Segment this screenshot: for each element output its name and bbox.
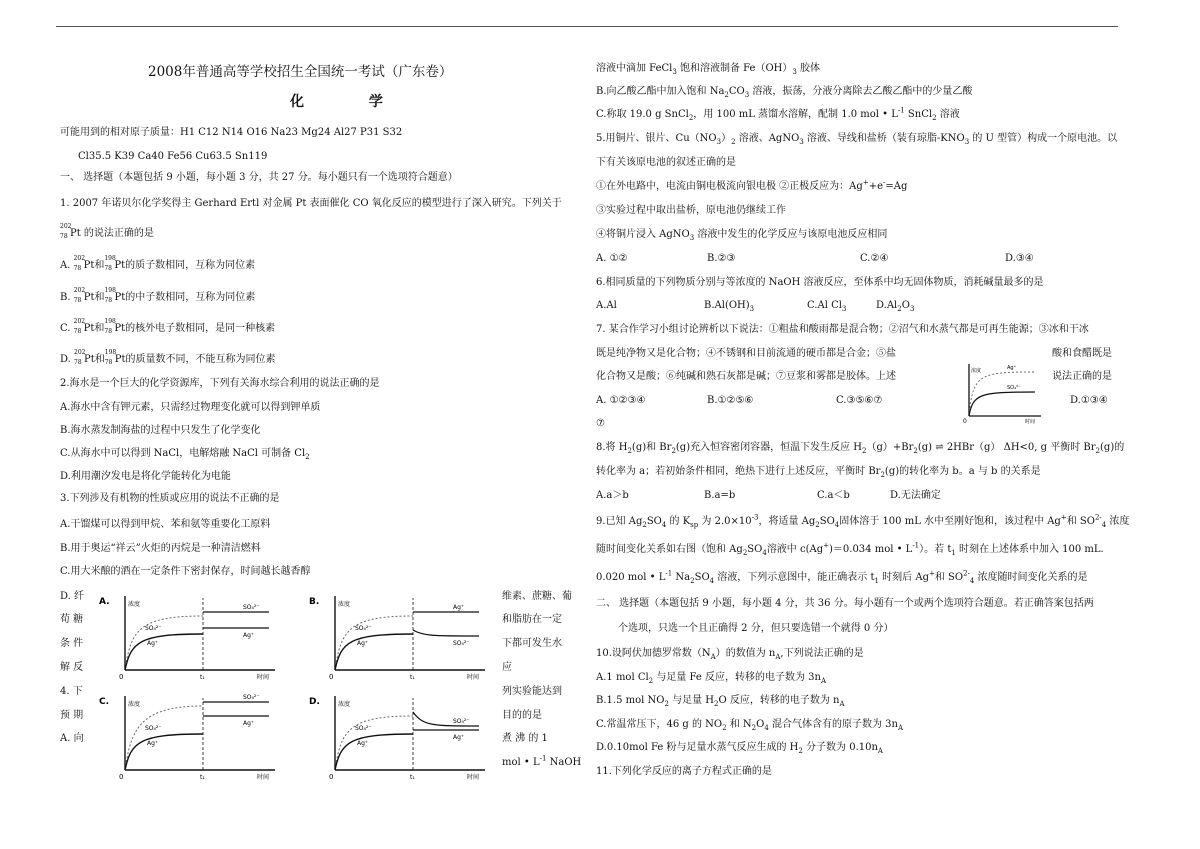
q8-option-d: D.无法确定 (890, 490, 941, 501)
diagram-a (95, 590, 285, 682)
atomic-masses-line1: 可能用到的相对原子质量：H1 C12 N14 O16 Na23 Mg24 Al27 P31 S32 (60, 127, 403, 138)
q4-left-3: A. 向 (60, 733, 84, 744)
q3-d-right-3: 下都可发生水 (502, 638, 562, 649)
section2-heading-2: 个选项，只选一个且正确得 2 分，但只要选错一个就得 0 分） (618, 623, 894, 634)
atomic-masses-line2: Cl35.5 K39 Ca40 Fe56 Cu63.5 Sn119 (78, 151, 268, 162)
section1-heading: 一、 选择题（本题包括 9 小题，每小题 3 分，共 27 分。每小题只有一个选项符合题意） (60, 172, 458, 183)
q4-a-continued: 溶液中滴加 FeCl$_3$ 饱和溶液制备 $Fe(OH)_3$ 胶体 (596, 63, 821, 76)
ag-before-label: Ag⁺ (357, 640, 369, 647)
q1-option-c: C. 202 78 Pt和 198 78 Pt的核外电子数相同，是同一种核素 (60, 318, 276, 335)
q3-option-a: A.干馏煤可以得到甲烷、苯和氨等重要化工原料 (60, 519, 271, 530)
q7-line2-right: 酸和食醋既是 (1052, 348, 1112, 359)
q4-option-b: B.向乙酸乙酯中加入饱和 $Na_2CO_3$ 溶液，振荡，分液分离除去乙酸乙酯中的少量乙酸 (596, 86, 973, 99)
q7-line1: 7. 某合作学习小组讨论辨析以下说法：①粗盐和酸雨都是混合物；②沼气和水蒸气都是可再生能源；③冰和干冰 (596, 324, 1089, 335)
ag-curve-before (125, 706, 203, 770)
q3-d-right-4: 应 (502, 662, 512, 673)
y-axis-label: 浓度 (338, 601, 351, 608)
q4-right-3: 煮 沸 的 1 (502, 733, 548, 744)
q6-option-b: $B.Al(OH)_3$ (704, 300, 755, 313)
q10-stem: 10.设阿伏加德罗常数$(N_A)$的数值为 $n_A$,下列说法正确的是 (596, 648, 864, 661)
q2-option-b: B.海水蒸发制海盐的过程中只发生了化学变化 (60, 425, 261, 436)
q6-option-a: A.Al (596, 300, 617, 311)
q7-line3: 化合物又是酸；⑥纯碱和熟石灰都是碱；⑦豆浆和雾都是胶体。上述 (596, 371, 896, 382)
q3-d-left-2: 荀 糖 (60, 614, 84, 625)
q8-option-a: A.a＞b (596, 490, 629, 501)
q1-option-b: B. 202 78 Pt和 198 78 Pt的中子数相同，互称为同位素 (60, 287, 256, 304)
q6-option-c: C.Al $Cl_3$ (807, 300, 847, 313)
origin-label: 0 (329, 773, 334, 781)
q7-option-a-tail: ⑦ (596, 418, 605, 429)
q2-option-c: C.从海水中可以得到 NaCl，电解熔融 NaCl 可制备 $Cl_2$ (60, 448, 310, 461)
q11-stem: 11.下列化学反应的离子方程式正确的是 (596, 766, 772, 777)
q3-d-left-4: 解 反 (60, 662, 84, 673)
so4-label: SO₄²⁻ (1007, 385, 1021, 391)
q9-line2: 随时间变化关系如右图（饱和 $Ag_2SO_4$溶液中 c(Ag+)＝0.034 mol • $L^{-1}$）。若 $t_1$ 时刻在上述体系中加入 100 mL. (596, 541, 1104, 557)
x-axis-label: 时间 (1025, 419, 1036, 424)
q9-line1: 9.已知 $Ag_2SO_4$ 的 $K_{sp}$ 为 $2.0\times 10^{-3}$，将适量 $Ag_2SO_4$固体溶于 100 mL 水中至刚好饱和，该过程中 Ag+和 $SO^{2-}_4$ 浓度 (596, 513, 1130, 529)
q3-option-b: B.用于奥运“祥云”火炬的丙烷是一种清洁燃料 (60, 543, 261, 554)
q5-option-d: D.③④ (1005, 253, 1034, 264)
ag-curve-before (335, 616, 413, 670)
top-rule (56, 26, 1118, 27)
ag-before-label: Ag⁺ (357, 740, 369, 747)
q4-left-2: 预 期 (60, 710, 84, 721)
upper-curve-label: SO₄²⁻ (243, 694, 260, 701)
so4-curve-before (125, 634, 203, 670)
q1-option-a: A. 202 78 Pt和 198 78 Pt的质子数相同，互称为同位素 (60, 255, 256, 272)
q5-statement-4: ④将铜片浸入 AgNO$_3$ 溶液中发生的化学反应与该原电池反应相同 (596, 229, 888, 242)
q5-statement-1: ①在外电路中，电流由铜电极流向银电极 ②正极反应为：Ag++e-=Ag (596, 178, 908, 192)
origin-label: 0 (963, 418, 967, 424)
y-axis-label: 浓度 (128, 701, 141, 708)
q7-option-c: C.③⑤⑥⑦ (836, 395, 883, 406)
q4-right-4: mol • $L^{-1}$ NaOH (502, 754, 582, 768)
diagram-b (305, 590, 495, 682)
q5-stem: 5.用铜片、银片、$Cu(NO_3)_2$ 溶液、AgNO$_3$ 溶液、导线和盐桥（装有琼脂$-KNO_3$ 的 U 型管）构成一个原电池。以 (596, 133, 1118, 146)
so4-curve-before (335, 734, 413, 770)
section2-heading-1: 二、 选择题（本题包括 9 小题，每小题 4 分，共 36 分。每小题有一个或两个选项符合题意。若正确答案包括两 (596, 598, 1094, 609)
q7-option-d: D.①③④ (1070, 395, 1108, 406)
q6-option-d: $D.Al_2O_3$ (876, 300, 915, 313)
q10-option-d: D.0.10mol Fe 粉与足量水蒸气反应生成的 $H_2$ 分子数为 $0.10n_A$ (596, 742, 883, 755)
q4-right-2: 目的的是 (502, 710, 542, 721)
upper-curve-label: Ag⁺ (453, 604, 465, 611)
q7-option-a: A. ①②③④ (596, 395, 646, 406)
subject-title: 化 学 (290, 94, 413, 110)
y-axis-label: 浓度 (971, 368, 982, 374)
so4-before-label: SO₄²⁻ (145, 625, 162, 632)
q5-option-b: B.②③ (707, 253, 736, 264)
y-axis-label: 浓度 (338, 701, 351, 708)
q4-left-1: 4. 下 (60, 686, 83, 697)
q5-statement-3: ③实验过程中取出盐桥，原电池仍继续工作 (596, 205, 786, 216)
q3-option-c: C.用大米酿的酒在一定条件下密封保存，时间越长越香醇 (60, 566, 311, 577)
diagram-d (305, 690, 495, 782)
q3-d-left-3: 条 件 (60, 638, 84, 649)
upper-curve-label: SO₄²⁻ (243, 604, 260, 611)
so4-curve-before (335, 634, 413, 670)
x-axis-label: 时间 (257, 774, 270, 781)
q7-line2: 既是纯净物又是化合物；④不锈钢和目前流通的硬币都是合金；⑤盐 (596, 348, 896, 359)
ag-curve-before (335, 716, 413, 770)
diagram-label: D. (309, 697, 320, 707)
diagram-label: C. (99, 697, 110, 707)
q8-option-c: C.a＜b (817, 490, 850, 501)
q1-option-d: D. 202 78 Pt和 198 78 Pt的质量数不同，不能互称为同位素 (60, 349, 276, 366)
q2-option-a: A.海水中含有钾元素，只需经过物理变化就可以得到钾单质 (60, 402, 321, 413)
lower-curve-label: Ag⁺ (243, 720, 255, 727)
ag-label: Ag⁺ (1007, 365, 1017, 371)
q4-right-1: 列实验能达到 (502, 686, 562, 697)
q6-stem: 6.相同质量的下列物质分别与等浓度的 NaOH 溶液反应，至体系中均无固体物质，消耗碱量最多的是 (596, 277, 1044, 288)
lower-curve-after (413, 630, 479, 636)
origin-label: 0 (119, 773, 124, 781)
q10-option-c: C.常温常压下，46 g 的 $NO_2$ 和 $N_2O_4$ 混合气体含有的原子数为 $3n_A$ (596, 719, 904, 732)
x-axis-label: 时间 (467, 774, 480, 781)
q9-line3: 0.020 mol • $L^{-1}$ $Na_2SO_4$ 溶液，下列示意图中，能正确表示 $t_1$ 时刻后 Ag+和 $SO^{2-}_4$ 浓度随时间变化关系的是 (596, 569, 1088, 585)
q4-option-c: C.称取 19.0 g SnCl$_2$，用 100 mL 蒸馏水溶解，配制 1.0 mol • $L^{-1}$ SnCl$_2$ 溶液 (596, 106, 960, 122)
lower-curve-label: SO₄²⁻ (453, 640, 470, 647)
t1-label: t₁ (410, 674, 415, 681)
isotope-label: 202 78 (60, 223, 72, 240)
t1-label: t₁ (200, 774, 205, 781)
q2-option-d: D.利用潮汐发电是将化学能转化为电能 (60, 471, 231, 482)
ag-curve-before (125, 616, 203, 670)
q8-option-b: B.a=b (704, 490, 736, 501)
diagram-q9-reference (955, 360, 1045, 424)
so4-before-label: SO₄²⁻ (355, 725, 372, 732)
so4-curve-before (125, 734, 203, 770)
q3-d-right-1: 维素、蔗糖、葡 (502, 591, 572, 602)
ag-before-label: Ag⁺ (147, 740, 159, 747)
origin-label: 0 (329, 673, 334, 681)
diagram-label: B. (309, 597, 320, 607)
t1-label: t₁ (410, 774, 415, 781)
exam-title: 2008年普通高等学校招生全国统一考试（广东卷） (148, 64, 453, 80)
so4-before-label: SO₄²⁻ (355, 625, 372, 632)
q1-stem: 1. 2007 年诺贝尔化学奖得主 Gerhard Ertl 对金属 Pt 表面催化 CO 氧化反应的模型进行了深入研究。下列关于 (60, 198, 562, 209)
q1-stem2: 202 78 Pt 的说法正确的是 (60, 223, 154, 240)
q5-option-c: C.②④ (860, 253, 889, 264)
ag-curve (969, 372, 1035, 416)
q3-stem: 3.下列涉及有机物的性质或应用的说法不正确的是 (60, 493, 280, 504)
diagram-c (95, 690, 285, 782)
upper-curve-label: SO₄²⁻ (453, 718, 470, 725)
so4-curve (969, 392, 1035, 416)
lower-curve-label: Ag⁺ (453, 734, 465, 741)
q5-option-a: A. ①② (596, 253, 628, 264)
q5-stem2: 下有关该原电池的叙述正确的是 (596, 157, 736, 168)
t1-label: t₁ (200, 674, 205, 681)
diagram-label: A. (99, 597, 110, 607)
x-axis-label: 时间 (467, 674, 480, 681)
q10-option-a: A.1 mol $Cl_2$ 与足量 Fe 反应，转移的电子数为 $3n_A$ (596, 672, 827, 685)
q3-d-right-2: 和脂肪在一定 (502, 614, 562, 625)
q10-option-b: B.1.5 mol $NO_2$ 与足量 $H_2O$ 反应，转移的电子数为 $n_A$ (596, 695, 845, 708)
x-axis-label: 时间 (257, 674, 270, 681)
q8-line2: 转化率为 a；若初始条件相同，绝热下进行上述反应，平衡时 $Br_2(g)$的转化率为 b。a 与 b 的关系是 (596, 466, 1041, 479)
q7-option-b: B.①②⑤⑥ (707, 395, 754, 406)
y-axis-label: 浓度 (128, 601, 141, 608)
q7-line3-right: 说法正确的是 (1052, 371, 1112, 382)
q3-d-left-1: D. 纤 (60, 591, 85, 602)
q8-line1: 8.将 $H_2(g)$和 $Br_2(g)$充入恒容密闭容器，恒温下发生反应 $H_2(g)+Br_2(g)$ ⇌ 2HBr（g） ΔH<0, g 平衡时 $Br_2(g)$的 (596, 442, 1125, 455)
lower-curve-label: Ag⁺ (243, 632, 255, 639)
so4-before-label: SO₄²⁻ (145, 725, 162, 732)
ag-before-label: Ag⁺ (147, 640, 159, 647)
origin-label: 0 (119, 673, 124, 681)
q2-stem: 2.海水是一个巨大的化学资源库，下列有关海水综合利用的说法正确的是 (60, 378, 380, 389)
